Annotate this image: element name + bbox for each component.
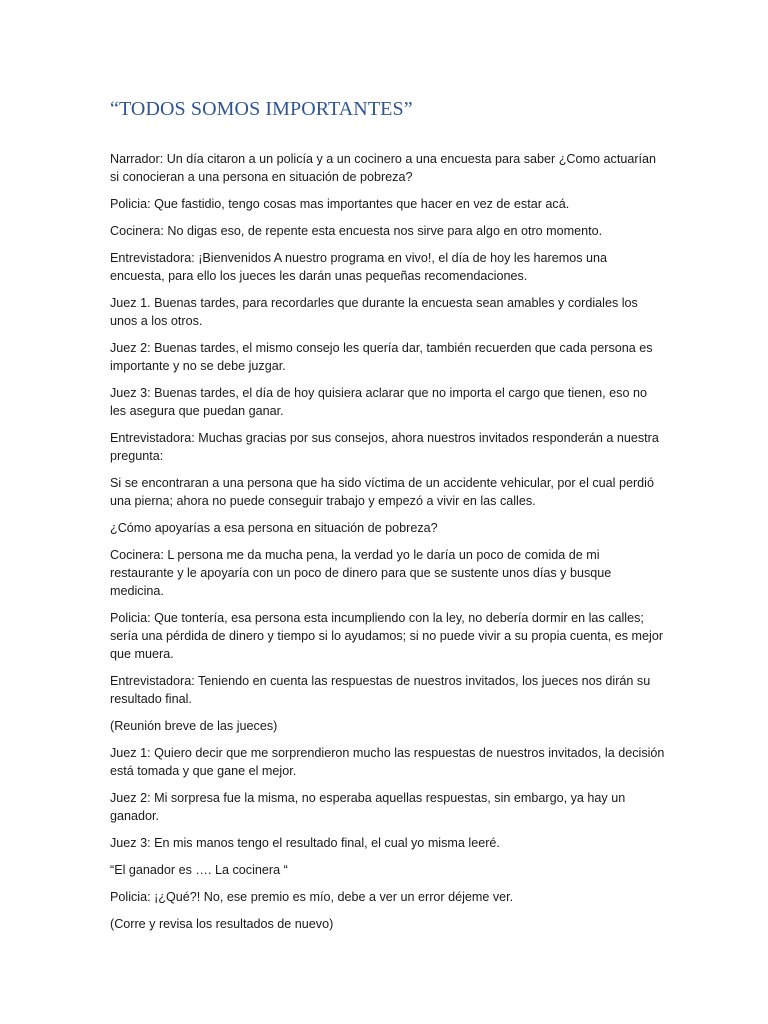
paragraph-cocinera-1: Cocinera: No digas eso, de repente esta encuesta nos sirve para algo en otro momento. — [110, 224, 603, 238]
paragraph-question: ¿Cómo apoyarías a esa persona en situación de pobreza? — [110, 521, 438, 535]
paragraph-juez-2-b: Juez 2: Mi sorpresa fue la misma, no esperaba aquellas respuestas, sin embargo, ya hay un ganador. — [110, 791, 626, 823]
paragraph-policia-2: Policia: Que tontería, esa persona esta incumpliendo con la ley, no debería dormir en las calles; sería una pérdida de dinero y tiempo si lo ayudamos; si no puede vivir a su propia cuenta, es mejor que muera. — [110, 611, 664, 661]
paragraph-stage-direction-2: (Corre y revisa los resultados de nuevo) — [110, 917, 334, 931]
paragraph-winner: “El ganador es …. La cocinera “ — [110, 863, 288, 877]
paragraph-policia-1: Policia: Que fastidio, tengo cosas mas importantes que hacer en vez de estar acá. — [110, 197, 570, 211]
paragraph-juez-1-a: Juez 1. Buenas tardes, para recordarles que durante la encuesta sean amables y cordiales los unos a los otros. — [110, 296, 638, 328]
paragraph-juez-1-b: Juez 1: Quiero decir que me sorprendieron mucho las respuestas de nuestros invitados, la decisión está tomada y que gane el mejor. — [110, 746, 665, 778]
paragraph-juez-3-a: Juez 3: Buenas tardes, el día de hoy quisiera aclarar que no importa el cargo que tienen, eso no les asegura que puedan ganar. — [110, 386, 647, 418]
paragraph-entrevistadora-1: Entrevistadora: ¡Bienvenidos A nuestro programa en vivo!, el día de hoy les haremos una encuesta, para ello los jueces les darán unas pequeñas recomendaciones. — [110, 251, 608, 283]
paragraph-stage-direction-1: (Reunión breve de las jueces) — [110, 719, 278, 733]
paragraph-narrador: Narrador: Un día citaron a un policía y a un cocinero a una encuesta para saber ¿Como actuarían si conocieran a una persona en situación de pobreza? — [110, 152, 657, 184]
paragraph-scenario: Si se encontraran a una persona que ha sido víctima de un accidente vehicular, por el cual perdió una pierna; ahora no puede conseguir trabajo y empezó a vivir en las calles. — [110, 476, 654, 508]
paragraph-entrevistadora-2: Entrevistadora: Muchas gracias por sus consejos, ahora nuestros invitados responderán a nuestra pregunta: — [110, 431, 659, 463]
document-body — [110, 150, 665, 942]
paragraph-policia-3: Policia: ¡¿Qué?! No, ese premio es mío, debe a ver un error déjeme ver. — [110, 890, 514, 904]
document-title: “TODOS SOMOS IMPORTANTES” — [110, 98, 413, 120]
paragraph-cocinera-2: Cocinera: L persona me da mucha pena, la verdad yo le daría un poco de comida de mi restaurante y le apoyaría con un poco de dinero para que se sustente unos días y busque medicina. — [110, 548, 612, 598]
paragraph-juez-3-b: Juez 3: En mis manos tengo el resultado final, el cual yo misma leeré. — [110, 836, 500, 850]
paragraph-juez-2-a: Juez 2: Buenas tardes, el mismo consejo les quería dar, también recuerden que cada persona es importante y no se debe juzgar. — [110, 341, 653, 373]
paragraph-entrevistadora-3: Entrevistadora: Teniendo en cuenta las respuestas de nuestros invitados, los jueces nos dirán su resultado final. — [110, 674, 651, 706]
